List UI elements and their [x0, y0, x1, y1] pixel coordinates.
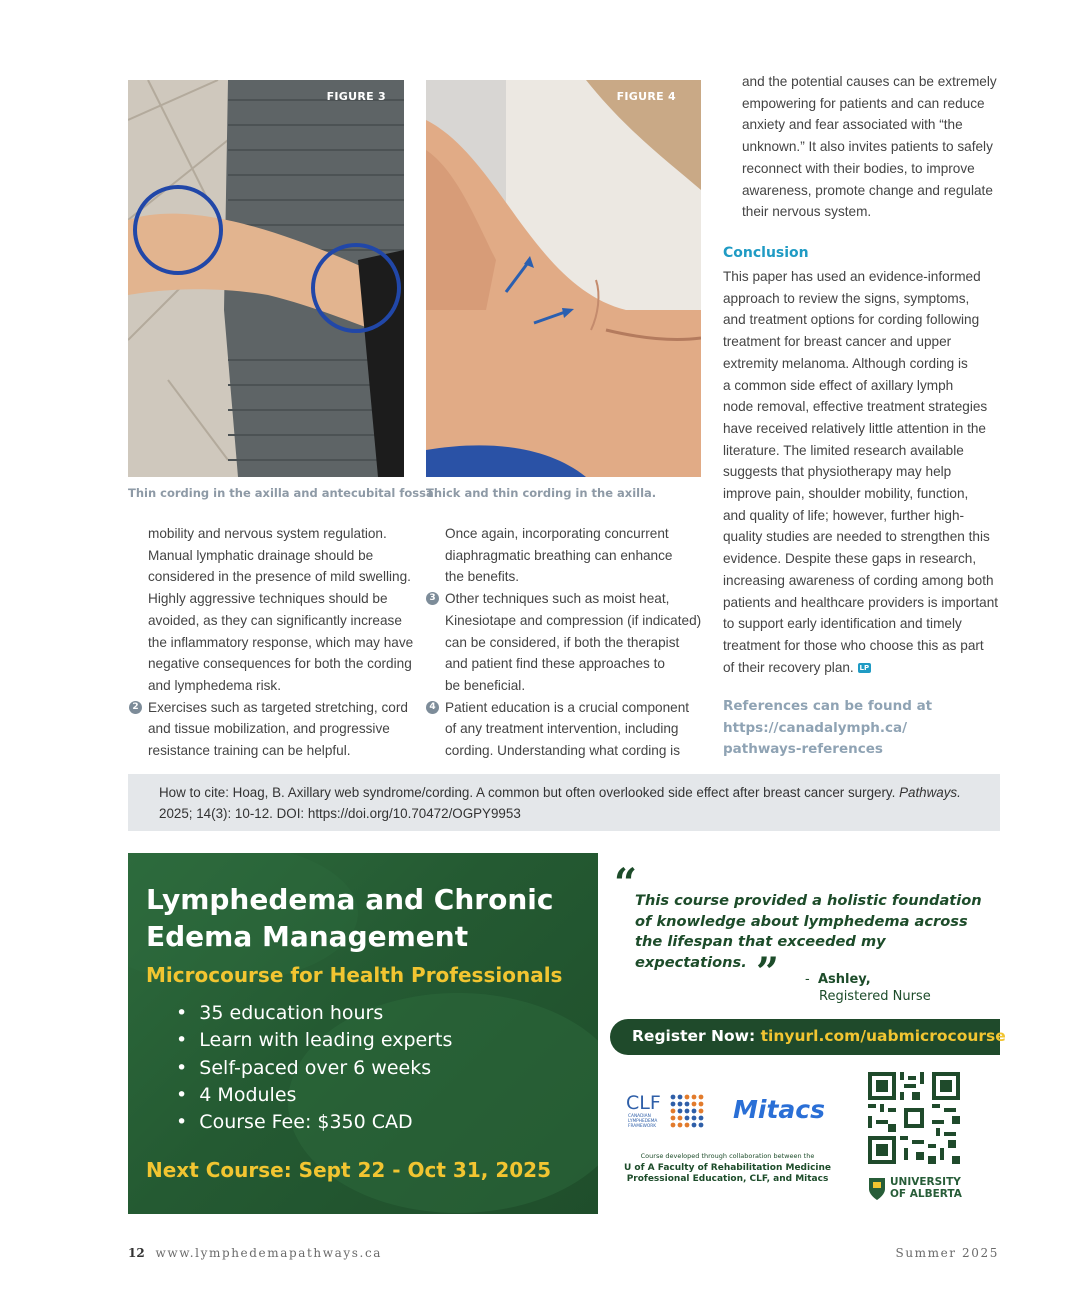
text-line: and tissue mobilization, and progressive [148, 721, 390, 737]
text-line: reconnect with their bodies, to improve [742, 160, 975, 176]
bullet-item: • Course Fee: $350 CAD [176, 1111, 413, 1134]
column-3-intro [742, 71, 997, 223]
course-title [146, 881, 553, 955]
collab-line: U of A Faculty of Rehabilitation Medicine [623, 1163, 832, 1173]
list-marker-3: 3 [426, 592, 439, 605]
text-line: and quality of life; however, further high- [723, 507, 965, 523]
course-subtitle: Microcourse for Health Professionals [146, 963, 563, 987]
attribution-name: Ashley, [817, 972, 871, 987]
end-mark-icon: LP [859, 663, 870, 672]
ua-crest-icon [868, 1177, 886, 1201]
figure-4-caption: Thick and thin cording in the axilla. [426, 486, 657, 500]
bullet-icon: • [176, 1002, 200, 1024]
text-line: of their recovery plan. [723, 659, 854, 675]
text-line: literature. The limited research available [723, 442, 964, 458]
conclusion-heading: Conclusion [723, 245, 809, 261]
website-link[interactable]: www.lymphedemapathways.ca [155, 1246, 383, 1260]
text-line: the benefits. [445, 569, 520, 585]
text-line: negative consequences for both the cording [148, 656, 412, 672]
text-line: anxiety and fear associated with “the [742, 117, 963, 133]
text-line: avoided, as they can significantly increase [148, 612, 402, 628]
references-link[interactable]: pathways-references [723, 741, 883, 757]
text-line: node removal, effective treatment strategies [723, 399, 988, 415]
text-line: diaphragmatic breathing can enhance [445, 547, 673, 563]
list-item-3 [429, 588, 701, 610]
text-line: extremity melanoma. Although cording is [723, 355, 968, 371]
register-link[interactable]: tinyurl.com/uabmicrocourse [760, 1027, 1006, 1045]
text-line: be beneficial. [445, 677, 526, 693]
text-line: Exercises such as targeted stretching, cord [148, 699, 408, 715]
text-line: unknown.” It also invites patients to safely [742, 139, 993, 155]
attribution-dash: - [805, 972, 810, 987]
references-link[interactable]: https://canadalymph.ca/ [723, 719, 908, 736]
bullet-item: • 35 education hours [176, 1002, 384, 1024]
text-line: to support early identification and timely [723, 616, 962, 632]
register-button[interactable] [610, 1019, 1006, 1055]
text-line: their nervous system. [742, 204, 872, 220]
text-line: mobility and nervous system regulation. [148, 526, 387, 541]
figure-3-caption: Thin cording in the axilla and antecubital fossa. [128, 486, 439, 500]
course-title-line: Edema Management [146, 920, 469, 953]
collab-line: Professional Education, CLF, and Mitacs [626, 1174, 829, 1184]
university-of-alberta-logo [868, 1175, 964, 1205]
bullet-item: • 4 Modules [176, 1083, 297, 1106]
bullet-icon: • [176, 1083, 200, 1106]
text-line: quality studies are needed to strengthen this [723, 529, 990, 545]
qr-code-icon[interactable] [868, 1072, 960, 1164]
text-line: increasing awareness of cording among both [723, 572, 994, 588]
course-ad-panel [128, 853, 598, 1214]
text-line: Highly aggressive techniques should be [148, 591, 388, 607]
text-line: the inflammatory response, which may have [148, 634, 414, 650]
page-footer-left [128, 1246, 382, 1260]
references-line: References can be found at [723, 698, 933, 714]
testimonial-attribution [805, 971, 931, 1005]
clf-dot-grid-icon [670, 1094, 708, 1132]
open-quote-icon: “ [614, 860, 638, 907]
course-bullets [176, 1000, 452, 1136]
text-line: have received relatively little attention in the [723, 420, 986, 436]
bullet-icon: • [176, 1029, 200, 1052]
text-line: improve pain, shoulder mobility, function, [723, 486, 969, 502]
testimonial-quote [635, 891, 982, 973]
list-item-4 [429, 697, 701, 719]
ua-logo-line: UNIVERSITY [890, 1176, 961, 1188]
text-line: of any treatment intervention, including [445, 721, 679, 737]
text-line: patients and healthcare providers is important [723, 594, 999, 610]
figure-4-photo [426, 80, 701, 477]
citation-text: How to cite: Hoag, B. Axillary web syndrome/cording. A common but often overlooked side effect after breast cancer surgery. [159, 785, 900, 800]
text-line: Patient education is a crucial component [445, 699, 690, 715]
list-marker-2: 2 [129, 701, 142, 714]
text-line: approach to review the signs, symptoms, [723, 290, 970, 306]
figure-4-image [426, 80, 701, 477]
text-line: Kinesiotape and compression (if indicated) [445, 612, 702, 628]
references-note [723, 696, 932, 761]
clf-logo-text: CLF [626, 1092, 661, 1114]
figure-4-label: FIGURE 4 [616, 90, 676, 103]
figure-3-photo [128, 80, 404, 477]
figure-3-label: FIGURE 3 [326, 90, 386, 103]
quote-line: the lifespan that exceeded my [635, 933, 886, 950]
next-course-dates: Next Course: Sept 22 - Oct 31, 2025 [146, 1158, 551, 1182]
ua-logo-line: OF ALBERTA [890, 1188, 962, 1200]
text-line: evidence. Despite these gaps in research, [723, 551, 977, 567]
text-line: and the potential causes can be extremely [742, 74, 997, 89]
list-marker-4: 4 [426, 701, 439, 714]
bullet-item: • Self-paced over 6 weeks [176, 1056, 432, 1079]
text-line: and treatment options for cording following [723, 312, 980, 328]
list-item-2 [132, 697, 413, 719]
conclusion-text [723, 266, 998, 678]
text-line: cording. Understanding what cording is [445, 743, 681, 759]
bullet-item: • Learn with leading experts [176, 1029, 453, 1052]
mitacs-logo: Mitacs [733, 1095, 825, 1124]
column-1-text [132, 523, 414, 762]
text-line: Once again, incorporating concurrent [445, 526, 669, 541]
text-line: Other techniques such as moist heat, [445, 591, 670, 607]
text-line: a common side effect of axillary lymph [723, 377, 954, 393]
citation-box [128, 774, 1000, 831]
clf-sub-line: CANADIAN [628, 1114, 651, 1119]
register-label: Register Now: [632, 1027, 756, 1045]
text-line: can be considered, if both the therapist [445, 634, 680, 650]
quote-line: This course provided a holistic foundation [635, 892, 982, 909]
text-line: and patient find these approaches to [445, 656, 665, 672]
page-number: 12 [128, 1246, 145, 1260]
collab-line: Course developed through collaboration between the [640, 1152, 815, 1160]
text-line: This paper has used an evidence-informed [723, 269, 981, 284]
text-line: empowering for patients and can reduce [742, 95, 985, 111]
quote-line: of knowledge about lymphedema across [635, 912, 968, 930]
text-line: Manual lymphatic drainage should be [148, 547, 374, 563]
clf-sub-line: FRAMEWORK [628, 1124, 657, 1129]
figure-3-image [128, 80, 404, 477]
text-line: resistance training can be helpful. [148, 743, 351, 759]
citation-journal: Pathways. [899, 785, 961, 800]
column-2-text [429, 523, 702, 762]
text-line: awareness, promote change and regulate [742, 182, 993, 198]
text-line: and lymphedema risk. [148, 677, 281, 693]
clf-logo [626, 1092, 712, 1134]
clf-sub-line: LYMPHEDEMA [628, 1119, 658, 1124]
text-line: suggests that physiotherapy may help [723, 464, 952, 480]
collaboration-note [615, 1152, 840, 1184]
close-quote-icon: ” [756, 949, 780, 996]
citation-doi[interactable]: 2025; 14(3): 10-12. DOI: https://doi.org/10.70472/OGPY9953 [159, 806, 521, 821]
course-title-line: Lymphedema and Chronic [146, 883, 554, 916]
issue-label: Summer 2025 [895, 1246, 999, 1260]
bullet-icon: • [176, 1056, 200, 1079]
attribution-role: Registered Nurse [819, 989, 931, 1004]
text-line: considered in the presence of mild swelling. [148, 569, 411, 585]
text-line: treatment for those who choose this as part [723, 637, 984, 653]
bullet-icon: • [176, 1111, 200, 1134]
quote-line: expectations. [635, 953, 747, 971]
text-line: treatment for breast cancer and upper [723, 334, 952, 350]
